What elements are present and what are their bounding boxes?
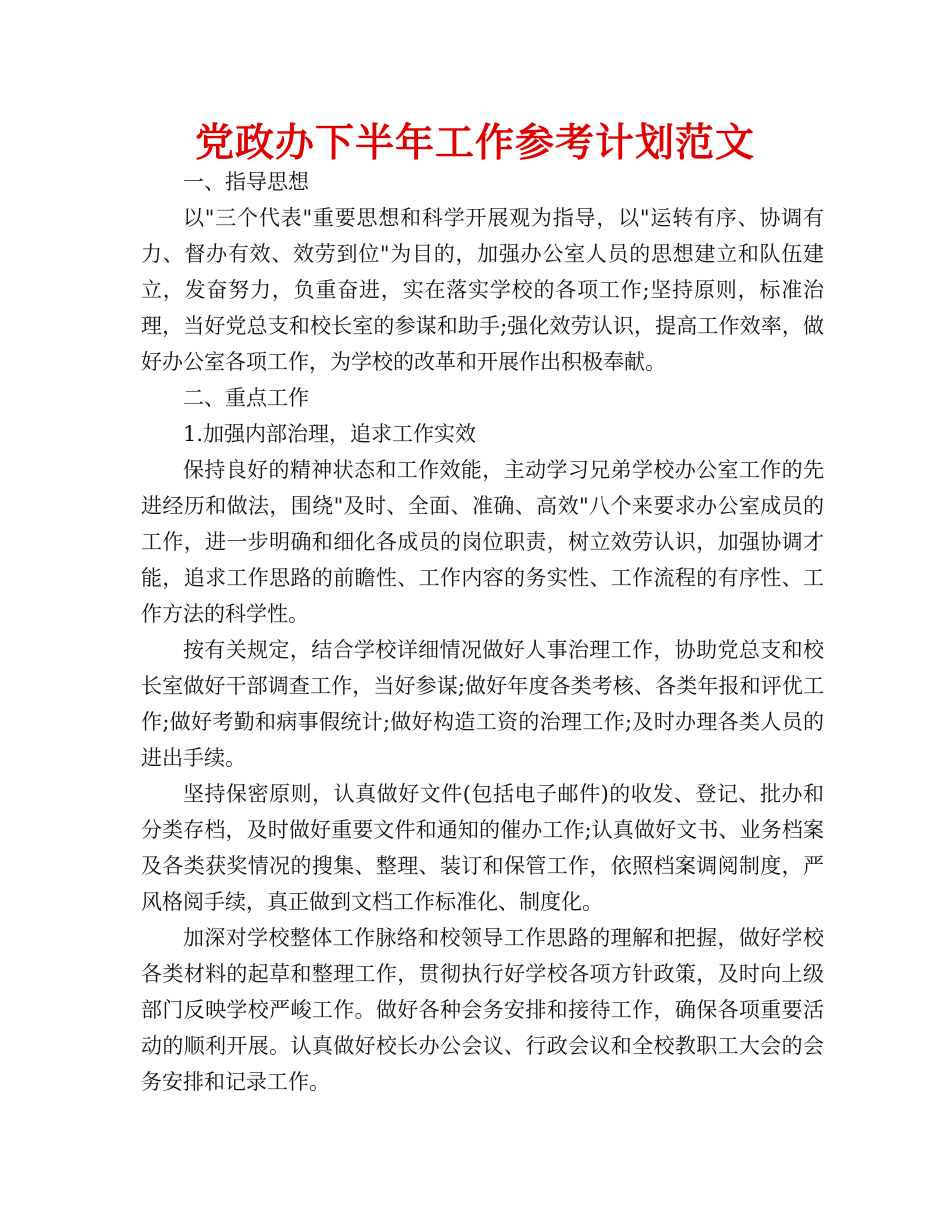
paragraph-guiding-ideology: 以"三个代表"重要思想和科学开展观为指导，以"运转有序、协调有力、督办有效、效劳到位"为目的，加强办公室人员的思想建立和队伍建立，发奋努力，负重奋进，实在落实学校的各项工作;坚持原则，标准治理，当好党总支和校长室的参谋和助手;强化效劳认识，提高工作效率，做好办公室各项工作，为学校的改革和开展作出积极奉献。: [141, 206, 824, 374]
paragraph-materials-and-meetings: 加深对学校整体工作脉络和校领导工作思路的理解和把握，做好学校各类材料的起草和整理工作，贯彻执行好学校各项方针政策，及时向上级部门反映学校严峻工作。做好各种会务安排和接待工作，确保各项重要活动的顺利开展。认真做好校长办公会议、行政会议和全校教职工大会的会务安排和记录工作。: [141, 926, 824, 1094]
subsection-heading-internal-management: 1.加强内部治理，追求工作实效: [183, 422, 477, 446]
paragraph-work-efficiency: 保持良好的精神状态和工作效能，主动学习兄弟学校办公室工作的先进经历和做法，围绕"及时、全面、准确、高效"八个来要求办公室成员的工作，进一步明确和细化各成员的岗位职责，树立效劳认识，加强协调才能，追求工作思路的前瞻性、工作内容的务实性、工作流程的有序性、工作方法的科学性。: [141, 458, 824, 626]
paragraph-document-archiving: 坚持保密原则，认真做好文件(包括电子邮件)的收发、登记、批办和分类存档，及时做好重要文件和通知的催办工作;认真做好文书、业务档案及各类获奖情况的搜集、整理、装订和保管工作，依照档案调阅制度，严风格阅手续，真正做到文档工作标准化、制度化。: [141, 782, 824, 914]
paragraph-personnel-management: 按有关规定，结合学校详细情况做好人事治理工作，协助党总支和校长室做好干部调查工作，当好参谋;做好年度各类考核、各类年报和评优工作;做好考勤和病事假统计;做好构造工资的治理工作;及时办理各类人员的进出手续。: [141, 638, 824, 770]
document-body: [141, 164, 824, 1100]
section-heading-guiding-ideology: 一、指导思想: [183, 170, 309, 194]
document-title: 党政办下半年工作参考计划范文: [194, 121, 755, 166]
section-heading-key-work: 二、重点工作: [183, 386, 309, 410]
